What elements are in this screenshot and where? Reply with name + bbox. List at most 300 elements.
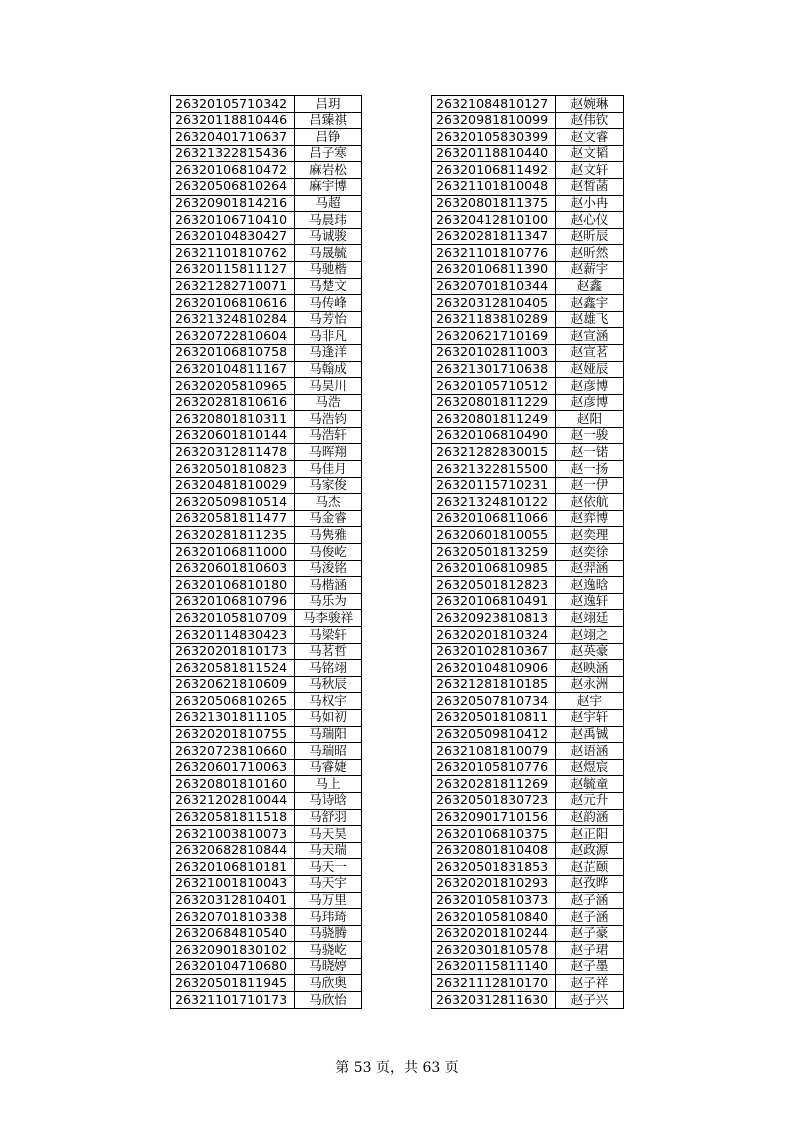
table-row [171,477,362,494]
candidate-name-cell: 赵羿涵 [556,560,624,577]
candidate-name-cell: 马俊屹 [295,544,362,561]
table-row [171,411,362,428]
candidate-id-cell: 26320581811524 [171,660,295,677]
candidate-id-cell: 26320106810181 [171,859,295,876]
table-row [171,427,362,444]
table-row [171,162,362,179]
candidate-name-cell: 马超 [295,195,362,212]
candidate-name-cell: 赵文睿 [556,129,624,146]
candidate-name-cell: 赵韵涵 [556,809,624,826]
candidate-name-cell: 马权宇 [295,693,362,710]
candidate-name-cell: 赵依航 [556,494,624,511]
candidate-id-cell: 26320509810412 [432,726,556,743]
table-row [432,842,624,859]
candidate-id-cell: 26320501812823 [432,577,556,594]
table-row [432,593,624,610]
candidate-id-cell: 26320801811229 [432,394,556,411]
table-row [432,958,624,975]
candidate-name-cell: 赵阳 [556,411,624,428]
table-row [432,494,624,511]
candidate-name-cell: 马浚铭 [295,560,362,577]
right-roster-table [431,95,624,1009]
candidate-id-cell: 26321101810048 [432,178,556,195]
candidate-name-cell: 赵薪宇 [556,261,624,278]
candidate-id-cell: 26320106810472 [171,162,295,179]
candidate-name-cell: 马传峰 [295,295,362,312]
candidate-id-cell: 26321003810073 [171,826,295,843]
table-row [432,411,624,428]
candidate-id-cell: 26320684810540 [171,925,295,942]
table-row [432,577,624,594]
table-row [432,709,624,726]
candidate-id-cell: 26320981810099 [432,112,556,129]
candidate-name-cell: 马非凡 [295,328,362,345]
candidate-name-cell: 马梁轩 [295,627,362,644]
table-row [171,96,362,113]
candidate-name-cell: 赵元升 [556,792,624,809]
candidate-name-cell: 马上 [295,776,362,793]
candidate-name-cell: 赵毓童 [556,776,624,793]
table-row [171,361,362,378]
candidate-id-cell: 26320901814216 [171,195,295,212]
candidate-id-cell: 26320801811375 [432,195,556,212]
table-row [171,444,362,461]
candidate-id-cell: 26320301810578 [432,942,556,959]
candidate-name-cell: 赵昕然 [556,245,624,262]
table-row [171,610,362,627]
candidate-name-cell: 马天瑞 [295,842,362,859]
candidate-name-cell: 马浩轩 [295,427,362,444]
candidate-name-cell: 赵子豪 [556,925,624,942]
candidate-name-cell: 马李骏祥 [295,610,362,627]
table-row [171,975,362,992]
candidate-id-cell: 26321101810762 [171,245,295,262]
table-row [432,112,624,129]
table-row [171,776,362,793]
candidate-name-cell: 马楷涵 [295,577,362,594]
candidate-name-cell: 马杰 [295,494,362,511]
candidate-name-cell: 马隽雅 [295,527,362,544]
candidate-id-cell: 26320105710342 [171,96,295,113]
table-row [432,826,624,843]
table-row [432,228,624,245]
table-row [171,295,362,312]
table-row [171,809,362,826]
candidate-name-cell: 马乐为 [295,593,362,610]
candidate-name-cell: 马楚文 [295,278,362,295]
candidate-name-cell: 赵鑫 [556,278,624,295]
candidate-name-cell: 马天宇 [295,875,362,892]
candidate-name-cell: 麻岩松 [295,162,362,179]
candidate-id-cell: 26320501813259 [432,544,556,561]
candidate-name-cell: 赵一骏 [556,427,624,444]
candidate-id-cell: 26320601810603 [171,560,295,577]
candidate-id-cell: 26320201810173 [171,643,295,660]
candidate-id-cell: 26321183810289 [432,311,556,328]
candidate-id-cell: 26320106811000 [171,544,295,561]
candidate-id-cell: 26321282830015 [432,444,556,461]
candidate-id-cell: 26320682810844 [171,842,295,859]
table-row [171,693,362,710]
candidate-id-cell: 26320115811127 [171,261,295,278]
candidate-name-cell: 赵映涵 [556,660,624,677]
candidate-name-cell: 马晟毓 [295,245,362,262]
candidate-id-cell: 26320118810446 [171,112,295,129]
candidate-id-cell: 26320205810965 [171,378,295,395]
candidate-id-cell: 26320106810375 [432,826,556,843]
page-number-footer: 第 53 页，共 63 页 [335,1060,459,1076]
candidate-name-cell: 马诗晗 [295,792,362,809]
candidate-id-cell: 26320723810660 [171,743,295,760]
candidate-name-cell: 马芳怡 [295,311,362,328]
candidate-id-cell: 26320105810776 [432,759,556,776]
table-row [171,992,362,1009]
candidate-name-cell: 赵一锘 [556,444,624,461]
table-row [171,527,362,544]
candidate-name-cell: 赵文韬 [556,145,624,162]
candidate-name-cell: 赵宣涵 [556,328,624,345]
candidate-id-cell: 26320601810144 [171,427,295,444]
candidate-name-cell: 马晓婷 [295,958,362,975]
table-row [432,477,624,494]
candidate-id-cell: 26321202810044 [171,792,295,809]
candidate-name-cell: 赵鑫宇 [556,295,624,312]
candidate-name-cell: 赵子涵 [556,909,624,926]
table-row [432,461,624,478]
candidate-id-cell: 26320601710063 [171,759,295,776]
table-row [432,909,624,926]
candidate-id-cell: 26320901830102 [171,942,295,959]
candidate-name-cell: 赵语涵 [556,743,624,760]
table-row [432,660,624,677]
candidate-name-cell: 马骁屹 [295,942,362,959]
table-row [432,875,624,892]
candidate-name-cell: 马瑞阳 [295,726,362,743]
candidate-name-cell: 赵昕辰 [556,228,624,245]
candidate-id-cell: 26320114830423 [171,627,295,644]
candidate-name-cell: 马晖翔 [295,444,362,461]
candidate-id-cell: 26320106810796 [171,593,295,610]
candidate-id-cell: 26321281810185 [432,676,556,693]
candidate-name-cell: 赵政源 [556,842,624,859]
candidate-name-cell: 赵逸晗 [556,577,624,594]
candidate-name-cell: 赵煜宸 [556,759,624,776]
candidate-name-cell: 马翰成 [295,361,362,378]
candidate-id-cell: 26321324810122 [432,494,556,511]
table-row [432,361,624,378]
table-row [171,394,362,411]
candidate-name-cell: 麻宇博 [295,178,362,195]
table-row [432,527,624,544]
candidate-name-cell: 赵彦博 [556,394,624,411]
table-row [171,676,362,693]
table-row [432,178,624,195]
candidate-id-cell: 26320701810338 [171,909,295,926]
candidate-name-cell: 马欣怡 [295,992,362,1009]
candidate-name-cell: 马驰楷 [295,261,362,278]
candidate-name-cell: 马浩 [295,394,362,411]
candidate-id-cell: 26320509810514 [171,494,295,511]
candidate-id-cell: 26320106810616 [171,295,295,312]
candidate-id-cell: 26320581811477 [171,510,295,527]
candidate-id-cell: 26320701810344 [432,278,556,295]
candidate-name-cell: 赵奕理 [556,527,624,544]
table-row [171,328,362,345]
table-row [432,792,624,809]
candidate-id-cell: 26320105810709 [171,610,295,627]
candidate-id-cell: 26320106810491 [432,593,556,610]
candidate-name-cell: 马诚骏 [295,228,362,245]
table-row [432,510,624,527]
table-row [432,759,624,776]
table-row [432,776,624,793]
candidate-id-cell: 26321112810170 [432,975,556,992]
candidate-name-cell: 赵伟钦 [556,112,624,129]
candidate-name-cell: 吕子寒 [295,145,362,162]
candidate-name-cell: 赵皙菡 [556,178,624,195]
table-row [171,228,362,245]
candidate-name-cell: 马睿婕 [295,759,362,776]
candidate-name-cell: 马舒羽 [295,809,362,826]
candidate-id-cell: 26320312810401 [171,892,295,909]
candidate-id-cell: 26320104811167 [171,361,295,378]
candidate-name-cell: 赵奕徐 [556,544,624,561]
candidate-id-cell: 26320923810813 [432,610,556,627]
candidate-name-cell: 马晨玮 [295,212,362,229]
candidate-id-cell: 26320201810244 [432,925,556,942]
candidate-id-cell: 26320105830399 [432,129,556,146]
candidate-id-cell: 26320104710680 [171,958,295,975]
candidate-id-cell: 26320621710169 [432,328,556,345]
candidate-id-cell: 26320401710637 [171,129,295,146]
table-row [171,958,362,975]
candidate-name-cell: 马欣奥 [295,975,362,992]
table-row [171,792,362,809]
table-row [171,577,362,594]
candidate-name-cell: 吕臻祺 [295,112,362,129]
table-row [432,311,624,328]
left-roster-table [170,95,362,1009]
candidate-id-cell: 26320106811492 [432,162,556,179]
table-row [432,344,624,361]
candidate-id-cell: 26320104830427 [171,228,295,245]
table-row [432,328,624,345]
table-row [171,245,362,262]
candidate-name-cell: 赵子珺 [556,942,624,959]
candidate-name-cell: 赵宣茗 [556,344,624,361]
candidate-id-cell: 26320105810373 [432,892,556,909]
candidate-name-cell: 马秋辰 [295,676,362,693]
candidate-name-cell: 马瑞昭 [295,743,362,760]
table-row [432,726,624,743]
table-row [432,444,624,461]
candidate-id-cell: 26320102811003 [432,344,556,361]
candidate-id-cell: 26320115811140 [432,958,556,975]
table-row [171,560,362,577]
table-row [171,842,362,859]
table-row [171,278,362,295]
table-row [171,743,362,760]
candidate-name-cell: 赵永洲 [556,676,624,693]
table-row [432,544,624,561]
candidate-name-cell: 马金睿 [295,510,362,527]
candidate-name-cell: 马玮琦 [295,909,362,926]
candidate-name-cell: 吕玥 [295,96,362,113]
table-row [171,344,362,361]
table-row [432,610,624,627]
candidate-id-cell: 26320507810734 [432,693,556,710]
candidate-id-cell: 26320801810160 [171,776,295,793]
table-row [432,295,624,312]
table-row [432,627,624,644]
table-row [432,676,624,693]
candidate-id-cell: 26320412810100 [432,212,556,229]
candidate-name-cell: 马逢洋 [295,344,362,361]
candidate-name-cell: 赵小冉 [556,195,624,212]
candidate-name-cell: 赵英豪 [556,643,624,660]
candidate-id-cell: 26320501810811 [432,709,556,726]
candidate-id-cell: 26320115710231 [432,477,556,494]
candidate-name-cell: 赵一扬 [556,461,624,478]
candidate-id-cell: 26320106811390 [432,261,556,278]
candidate-id-cell: 26320281810616 [171,394,295,411]
candidate-name-cell: 赵芷颐 [556,859,624,876]
table-row [171,593,362,610]
table-row [171,510,362,527]
candidate-name-cell: 马浩钧 [295,411,362,428]
candidate-name-cell: 马昊川 [295,378,362,395]
candidate-name-cell: 赵禹铖 [556,726,624,743]
candidate-name-cell: 赵弈博 [556,510,624,527]
candidate-id-cell: 26320281811235 [171,527,295,544]
table-row [171,925,362,942]
table-row [432,278,624,295]
candidate-id-cell: 26320201810293 [432,875,556,892]
table-row [432,245,624,262]
candidate-id-cell: 26321301811105 [171,709,295,726]
candidate-id-cell: 26320312811630 [432,992,556,1009]
candidate-name-cell: 赵翊之 [556,627,624,644]
candidate-name-cell: 赵宇 [556,693,624,710]
table-row [432,261,624,278]
table-row [432,560,624,577]
table-row [432,212,624,229]
table-row [171,112,362,129]
candidate-id-cell: 26321084810127 [432,96,556,113]
table-row [171,129,362,146]
candidate-name-cell: 马天一 [295,859,362,876]
candidate-id-cell: 26320481810029 [171,477,295,494]
candidate-id-cell: 26320106710410 [171,212,295,229]
table-row [171,195,362,212]
candidate-name-cell: 马茗哲 [295,643,362,660]
table-row [432,992,624,1009]
candidate-id-cell: 26320106810985 [432,560,556,577]
table-row [432,96,624,113]
candidate-id-cell: 26321001810043 [171,875,295,892]
candidate-id-cell: 26320281811347 [432,228,556,245]
table-row [171,759,362,776]
table-row [432,145,624,162]
table-row [432,643,624,660]
candidate-id-cell: 26321324810284 [171,311,295,328]
table-row [432,427,624,444]
candidate-id-cell: 26320621810609 [171,676,295,693]
table-row [171,145,362,162]
candidate-name-cell: 赵翊廷 [556,610,624,627]
candidate-name-cell: 赵彦博 [556,378,624,395]
candidate-id-cell: 26320312811478 [171,444,295,461]
table-row [171,461,362,478]
candidate-id-cell: 26321322815500 [432,461,556,478]
candidate-name-cell: 马家俊 [295,477,362,494]
table-row [171,660,362,677]
table-row [432,378,624,395]
table-row [171,859,362,876]
table-row [171,261,362,278]
candidate-id-cell: 26321282710071 [171,278,295,295]
candidate-name-cell: 赵心仪 [556,212,624,229]
candidate-name-cell: 赵逸轩 [556,593,624,610]
candidate-id-cell: 26320801811249 [432,411,556,428]
table-row [171,212,362,229]
table-row [432,162,624,179]
candidate-name-cell: 赵正阳 [556,826,624,843]
candidate-id-cell: 26321322815436 [171,145,295,162]
table-row [432,809,624,826]
table-row [171,544,362,561]
candidate-name-cell: 赵婉琳 [556,96,624,113]
candidate-name-cell: 吕铮 [295,129,362,146]
table-row [432,693,624,710]
candidate-id-cell: 26320106810758 [171,344,295,361]
candidate-name-cell: 赵宇轩 [556,709,624,726]
candidate-name-cell: 赵子祥 [556,975,624,992]
table-row [432,892,624,909]
table-row [171,627,362,644]
table-row [432,942,624,959]
candidate-id-cell: 26320506810265 [171,693,295,710]
table-row [171,311,362,328]
candidate-id-cell: 26320506810264 [171,178,295,195]
table-row [171,643,362,660]
table-row [171,942,362,959]
candidate-id-cell: 26321081810079 [432,743,556,760]
table-row [171,892,362,909]
candidate-name-cell: 赵文轩 [556,162,624,179]
candidate-name-cell: 马万里 [295,892,362,909]
candidate-id-cell: 26320105710512 [432,378,556,395]
candidate-name-cell: 赵子墨 [556,958,624,975]
table-row [432,743,624,760]
candidate-id-cell: 26320106810180 [171,577,295,594]
candidate-id-cell: 26320106810490 [432,427,556,444]
table-row [432,975,624,992]
candidate-name-cell: 赵子涵 [556,892,624,909]
candidate-id-cell: 26320581811518 [171,809,295,826]
candidate-id-cell: 26320312810405 [432,295,556,312]
table-row [432,859,624,876]
candidate-id-cell: 26320102810367 [432,643,556,660]
candidate-id-cell: 26320501830723 [432,792,556,809]
candidate-id-cell: 26320801810408 [432,842,556,859]
candidate-id-cell: 26320105810840 [432,909,556,926]
candidate-id-cell: 26320106811066 [432,510,556,527]
table-row [171,178,362,195]
candidate-name-cell: 赵孜晔 [556,875,624,892]
candidate-id-cell: 26320118810440 [432,145,556,162]
candidate-id-cell: 26320501811945 [171,975,295,992]
